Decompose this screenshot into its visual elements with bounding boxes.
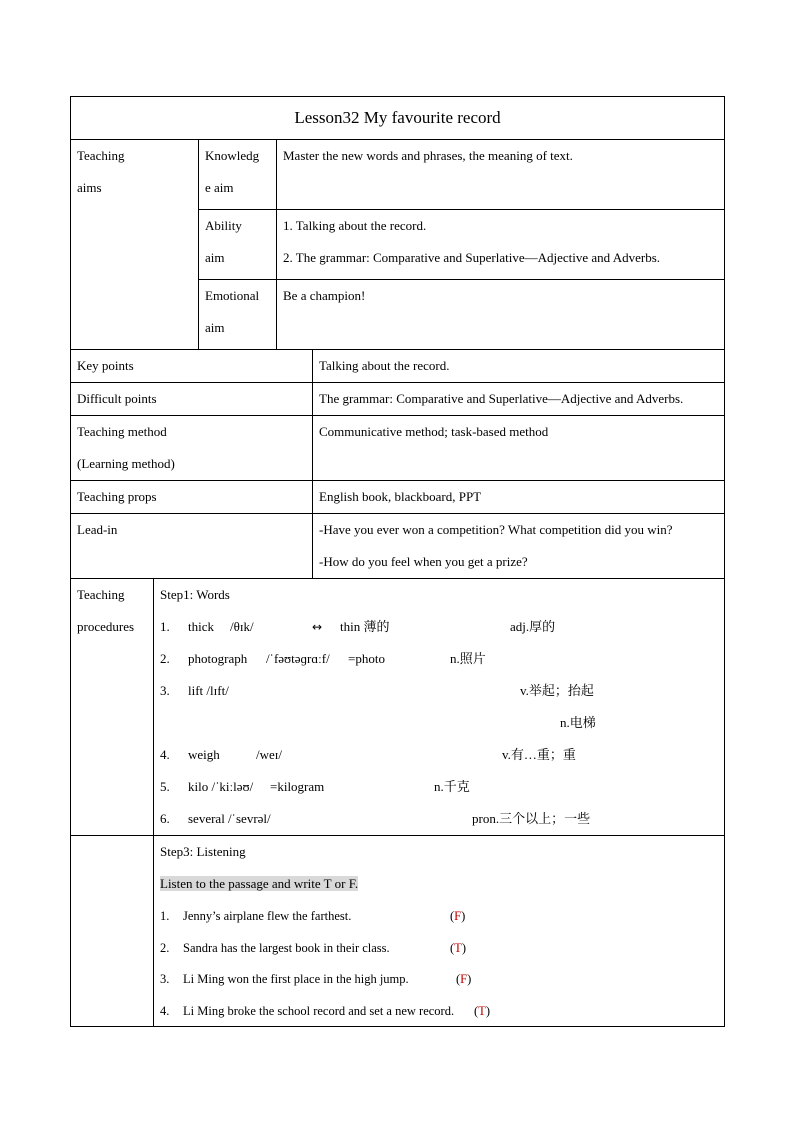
word-row [160, 675, 718, 707]
question-answer: T [454, 940, 462, 955]
word-extra: =kilogram [270, 779, 325, 794]
emotional-aim-label [199, 280, 277, 350]
word-meaning: pron.三个以上；一些 [472, 811, 591, 826]
word-text: weigh [188, 747, 220, 762]
word-meaning: n.千克 [434, 779, 470, 794]
knowledge-aim-label-l2: e aim [205, 180, 234, 195]
lesson-table [70, 96, 725, 1027]
lead-in-question-2: -How do you feel when you get a prize? [319, 554, 528, 569]
step1-heading: Step1: Words [160, 587, 230, 602]
teaching-procedures-label-l2: procedures [77, 619, 135, 634]
question-number: 2. [160, 940, 170, 955]
lesson-plan [70, 96, 724, 1027]
knowledge-aim-value: Master the new words and phrases, the meaning of text. [283, 148, 573, 163]
word-number: 2. [160, 651, 170, 666]
step1-words [154, 579, 725, 836]
key-points-label: Key points [71, 350, 313, 383]
teaching-procedures-label-l1: Teaching [77, 587, 125, 602]
question-answer: T [478, 1003, 486, 1018]
word-meaning: v.举起；抬起 [520, 683, 594, 698]
teaching-method-label [71, 416, 313, 481]
question-number: 3. [160, 972, 170, 986]
question-number: 4. [160, 1003, 170, 1018]
ability-aim-label [199, 210, 277, 280]
teaching-aims-label-l2: aims [77, 180, 102, 195]
question-row: 4. Li Ming broke the school record and set a new record. (T) [160, 995, 718, 1027]
word-meaning-2: n.电梯 [560, 715, 596, 730]
teaching-procedures-label [71, 579, 154, 836]
difficult-points-text: The grammar: Comparative and Superlative—Adjective and Adverbs. [313, 383, 725, 416]
emotional-aim-label-l2: aim [205, 320, 225, 335]
question-row: 3. Li Ming won the first place in the high jump. (F) [160, 963, 718, 995]
word-meaning: v.有…重；重 [502, 747, 576, 762]
word-row [160, 803, 718, 835]
lead-in-label: Lead-in [71, 514, 313, 579]
word-number: 6. [160, 811, 170, 826]
ability-aim-line1: 1. Talking about the record. [283, 218, 427, 233]
question-text: Li Ming broke the school record and set a new record. [183, 1003, 455, 1018]
ability-aim-label-l1: Ability [205, 218, 242, 233]
word-text: photograph [188, 651, 248, 666]
emotional-aim-value: Be a champion! [283, 288, 366, 303]
word-phonetic: /weɪ/ [256, 747, 282, 762]
word-row [160, 611, 718, 643]
word-phonetic: /ˈfəʊtəɡrɑːf/ [266, 651, 330, 666]
word-text: kilo /ˈkiːləʊ/ [188, 779, 254, 794]
question-text: Li Ming won the first place in the high jump. [183, 972, 409, 986]
teaching-method-text: Communicative method; task-based method [313, 416, 725, 481]
knowledge-aim-text [277, 140, 725, 210]
lead-in-question-1: -Have you ever won a competition? What competition did you win? [319, 522, 673, 537]
emotional-aim-text [277, 280, 725, 350]
empty-cell [71, 836, 154, 1027]
question-row: 2. Sandra has the largest book in their class. (T) [160, 932, 718, 964]
word-number: 4. [160, 747, 170, 762]
teaching-aims-label-l1: Teaching [77, 148, 125, 163]
page-title: Lesson32 My favourite record [71, 97, 725, 140]
question-text: Sandra has the largest book in their class. [183, 940, 390, 955]
ability-aim-label-l2: aim [205, 250, 225, 265]
knowledge-aim-label [199, 140, 277, 210]
teaching-props-text: English book, blackboard, PPT [313, 481, 725, 514]
word-text: several /ˈsevrəl/ [188, 811, 271, 826]
emotional-aim-label-l1: Emotional [205, 288, 260, 303]
arrow-icon: ↔ [312, 620, 323, 634]
ability-aim-text [277, 210, 725, 280]
ability-aim-line2: 2. The grammar: Comparative and Superlative—Adjective and Adverbs. [283, 250, 661, 265]
word-extra: thin 薄的 [340, 619, 390, 634]
key-points-text: Talking about the record. [313, 350, 725, 383]
word-row [160, 739, 718, 771]
teaching-aims-label [71, 140, 199, 350]
word-text: thick [188, 619, 214, 634]
lead-in-text [313, 514, 725, 579]
word-number: 1. [160, 619, 170, 634]
word-number: 3. [160, 683, 170, 698]
word-row [160, 771, 718, 803]
knowledge-aim-label-l1: Knowledg [205, 148, 260, 163]
word-meaning: adj.厚的 [510, 619, 556, 634]
word-number: 5. [160, 779, 170, 794]
step3-heading: Step3: Listening [160, 844, 246, 859]
listening-instruction: Listen to the passage and write T or F. [160, 876, 359, 891]
teaching-props-label: Teaching props [71, 481, 313, 514]
question-answer: F [460, 972, 468, 986]
step3-listening [154, 836, 725, 1027]
word-row [160, 707, 718, 739]
word-row [160, 643, 718, 675]
word-meaning: n.照片 [450, 651, 486, 666]
question-answer: F [454, 909, 462, 923]
question-text: Jenny’s airplane flew the farthest. [183, 909, 352, 923]
question-number: 1. [160, 909, 170, 923]
word-extra: =photo [348, 651, 385, 666]
word-phonetic: /θɪk/ [230, 619, 254, 634]
teaching-method-label-l2: (Learning method) [77, 456, 175, 471]
teaching-method-label-l1: Teaching method [77, 424, 167, 439]
difficult-points-label: Difficult points [71, 383, 313, 416]
question-row: 1. Jenny’s airplane flew the farthest. (F) [160, 900, 718, 932]
word-text: lift /lɪft/ [188, 683, 229, 698]
